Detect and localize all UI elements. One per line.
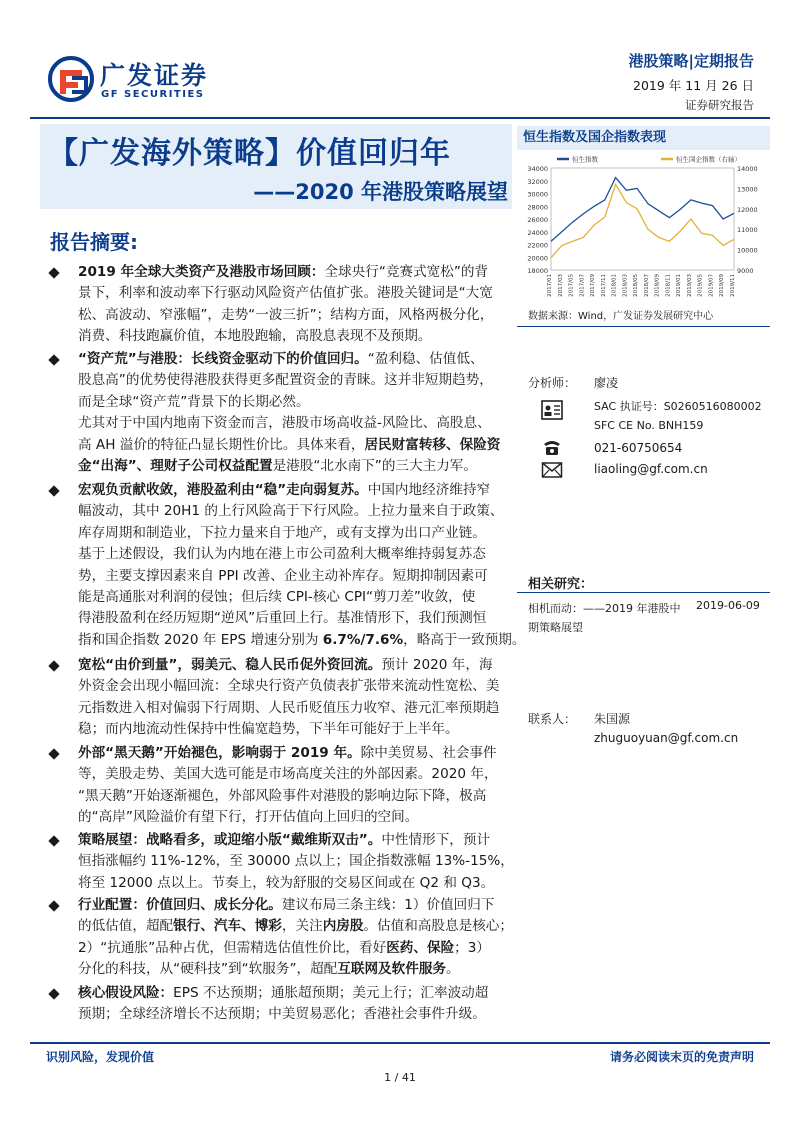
left-axis-tick-label: 30000 xyxy=(527,190,548,199)
text: 。估值和高股息是核心； xyxy=(363,918,513,935)
phone-icon xyxy=(541,437,563,457)
analyst-label: 分析师： xyxy=(528,376,577,390)
left-axis-tick-label: 24000 xyxy=(527,228,548,237)
analyst-sfc-number: SFC CE No. BNH159 xyxy=(594,419,704,432)
text: 幅波动，其中 20H1 的上行风险高于下行风险。上拉力量来自于政策、 xyxy=(78,503,504,520)
paragraph-line xyxy=(78,807,508,828)
gf-logo xyxy=(48,56,223,104)
right-axis-tick-label: 12000 xyxy=(737,205,758,214)
x-axis-tick-label: 2018/01 xyxy=(611,274,618,297)
summary-paragraph xyxy=(78,895,513,981)
x-axis-tick-label: 2017/07 xyxy=(579,274,586,297)
paragraph-line xyxy=(78,587,508,608)
bold-text: 宽松“由价到量”，弱美元、稳人民币促外资回流。 xyxy=(78,657,382,673)
id-card-icon xyxy=(541,400,563,420)
text: 的低估值，超配 xyxy=(78,918,174,935)
paragraph-line xyxy=(78,873,508,894)
contact-name: 朱国源 xyxy=(594,712,631,726)
summary-paragraph xyxy=(78,983,508,1026)
summary-paragraph xyxy=(78,655,508,741)
left-axis-tick-label: 28000 xyxy=(527,203,548,212)
bullet-icon xyxy=(48,485,59,496)
paragraph-line xyxy=(78,895,508,916)
summary-paragraph xyxy=(78,262,508,348)
header-divider xyxy=(30,117,770,119)
text: 的“高岸”风险溢价有望下行，打开估值向上回归的空间。 xyxy=(78,809,419,826)
summary-paragraph xyxy=(78,349,508,477)
logo-english-text: GF SECURITIES xyxy=(101,89,205,100)
related-research-heading: 相关研究： xyxy=(528,577,594,592)
text: 稳；而内地流动性保持中性偏宽趋势，下半年可能好于上半年。 xyxy=(78,721,459,738)
bold-text: 核心假设风险： xyxy=(78,985,174,1001)
page-number: 1 / 41 xyxy=(384,1071,416,1084)
text: 建议布局三条主线：1）价值回归下 xyxy=(281,897,495,913)
text: 能是高通胀对利润的侵蚀；但后续 CPI-核心 CPI“剪刀差”收敛，使 xyxy=(78,589,476,606)
bold-text: 策略展望：战略看多，或迎缩小版“戴维斯双击”。 xyxy=(78,832,382,848)
text: 尤其对于中国内地南下资金而言，港股市场高收益-风险比、高股息、 xyxy=(78,415,491,432)
right-axis-tick-label: 10000 xyxy=(737,246,758,255)
x-axis-tick-label: 2017/03 xyxy=(557,274,564,297)
summary-paragraph xyxy=(78,743,508,829)
analyst-name: 廖凌 xyxy=(594,376,619,390)
bold-text: 2019 年全球大类资产及港股市场回顾： xyxy=(78,264,325,280)
paragraph-line xyxy=(78,655,508,676)
bold-text: 内房股 xyxy=(322,918,364,935)
x-axis-tick-label: 2017/11 xyxy=(600,274,607,297)
paragraph-line xyxy=(78,283,508,304)
paragraph-line xyxy=(78,305,508,326)
text: 景下，利率和波动率下行驱动风险资产估值扩张。港股关键词是“大宽 xyxy=(78,285,493,302)
paragraph-line xyxy=(78,959,508,980)
related-research-divider xyxy=(517,592,770,593)
text: 等，美股走势、美国大选可能是市场高度关注的外部因素。2020 年， xyxy=(78,766,498,783)
paragraph-line xyxy=(78,851,514,872)
report-type: 港股策略|定期报告 xyxy=(628,52,754,70)
bullet-icon xyxy=(48,660,59,671)
text: 势，主要支撑因素来自 PPI 改善、企业主动补库存。短期抑制因素可 xyxy=(78,567,488,584)
text: 中性情形下，预计 xyxy=(381,832,491,848)
paragraph-line xyxy=(78,456,508,477)
paragraph-line xyxy=(78,262,508,283)
paragraph-line xyxy=(78,501,508,522)
text: “盈利稳、估值低、 xyxy=(367,351,484,367)
text: 高 AH 溢价的特征凸显长期性价比。具体来看， xyxy=(78,436,365,453)
page-subtitle: ——2020 年港股策略展望 xyxy=(253,180,508,204)
footer-divider xyxy=(30,1042,770,1044)
bold-text: 银行、汽车、博彩 xyxy=(173,918,282,935)
x-axis-tick-label: 2019/09 xyxy=(719,274,726,297)
text: 。 xyxy=(446,961,460,978)
x-axis-tick-label: 2018/07 xyxy=(643,274,650,297)
bullet-icon xyxy=(48,748,59,759)
text: “黑天鹅”开始逐渐褪色，外部风险事件对港股的影响边际下降，极高 xyxy=(78,787,487,804)
text: 预期；全球经济增长不达预期；中美贸易恶化；香港社会事件升级。 xyxy=(78,1006,486,1023)
gf-logo-mark-icon xyxy=(48,56,94,102)
footer-slogan: 识别风险，发现价值 xyxy=(46,1050,155,1064)
paragraph-line xyxy=(78,544,508,565)
bullet-icon xyxy=(48,988,59,999)
analyst-phone: 021-60750654 xyxy=(594,441,683,455)
analyst-email[interactable]: liaoling@gf.com.cn xyxy=(594,462,708,476)
contact-label: 联系人： xyxy=(528,712,577,726)
paragraph-line xyxy=(78,698,508,719)
text: 元指数进入相对偏弱下行周期、人民币贬值压力收窄、港元汇率预期趋 xyxy=(78,699,500,716)
bullet-icon xyxy=(48,267,59,278)
text: 基于上述假设，我们认为内地在港上市公司盈利大概率维持弱复苏态 xyxy=(78,546,486,563)
x-axis-tick-label: 2019/03 xyxy=(686,274,693,297)
paragraph-line xyxy=(78,786,508,807)
report-category: 证券研究报告 xyxy=(685,98,754,112)
x-axis-tick-label: 2018/09 xyxy=(654,274,661,297)
paragraph-line xyxy=(78,1004,508,1025)
paragraph-line xyxy=(78,983,508,1004)
related-research-date: 2019-06-09 xyxy=(696,599,760,612)
text: 指和国企指数 2020 年 EPS 增速分别为 xyxy=(78,631,323,648)
text: 除中美贸易、社会事件 xyxy=(360,745,497,761)
paragraph-line xyxy=(78,566,508,587)
x-axis-tick-label: 2017/05 xyxy=(568,274,575,297)
contact-email[interactable]: zhuguoyuan@gf.com.cn xyxy=(594,731,739,745)
x-axis-tick-label: 2018/11 xyxy=(665,274,672,297)
text: 将至 12000 点以上。节奏上，较为舒服的交易区间或在 Q2 和 Q3。 xyxy=(78,874,495,891)
paragraph-line xyxy=(78,413,508,434)
related-research-link[interactable]: 相机而动：——2019 年港股中期策略展望 xyxy=(528,602,681,634)
paragraph-line xyxy=(78,630,526,651)
text: 全球央行“竞赛式宽松”的背 xyxy=(324,264,489,280)
bold-text: 宏观负贡献收敛，港股盈利由“稳”走向弱复苏。 xyxy=(78,482,368,498)
paragraph-line xyxy=(78,326,508,347)
bold-text: 行业配置：价值回归、成长分化。 xyxy=(78,897,282,913)
text: 中国内地经济维持窄 xyxy=(367,482,491,498)
bullet-icon xyxy=(48,900,59,911)
report-date: 2019 年 11 月 26 日 xyxy=(633,78,754,93)
series-line-hsi xyxy=(551,178,734,242)
text: 预计 2020 年，海 xyxy=(381,657,493,673)
x-axis-tick-label: 2018/05 xyxy=(633,274,640,297)
footer-disclaimer-note: 请务必阅读末页的免责声明 xyxy=(609,1050,754,1064)
summary-paragraph xyxy=(78,480,526,651)
left-axis-tick-label: 26000 xyxy=(527,216,548,224)
text: 股息高”的优势使得港股获得更多配置资金的青睐。这并非短期趋势， xyxy=(78,372,493,389)
paragraph-line xyxy=(78,349,508,370)
paragraph-line xyxy=(78,523,508,544)
email-icon xyxy=(541,460,563,480)
x-axis-tick-label: 2019/07 xyxy=(708,274,715,297)
x-axis-tick-label: 2017/09 xyxy=(590,274,597,297)
left-axis-tick-label: 32000 xyxy=(527,177,548,186)
text: ；3） xyxy=(454,939,491,956)
paragraph-line xyxy=(78,676,508,697)
left-axis-tick-label: 22000 xyxy=(527,241,548,250)
analyst-sac-number: SAC 执证号：S0260516080002 xyxy=(594,400,762,413)
text: 得港股盈利在经历短期“逆风”后重回上行。基准情形下，我们预测恒 xyxy=(78,610,487,627)
paragraph-line xyxy=(78,480,508,501)
text: 是港股“北水南下”的三大主力军。 xyxy=(272,458,477,475)
x-axis-tick-label: 2018/03 xyxy=(622,274,629,297)
paragraph-line xyxy=(78,743,508,764)
bold-text: “资产荒”与港股：长线资金驱动下的价值回归。 xyxy=(78,351,368,367)
text: 消费、科技跑赢价值，本地股跑输，高股息表现不及预期。 xyxy=(78,328,432,345)
legend-label: 恒生国企指数（右轴） xyxy=(676,155,741,164)
bullet-icon xyxy=(48,354,59,365)
page-title: 【广发海外策略】价值回归年 xyxy=(48,136,451,171)
chart-source: 数据来源：Wind，广发证券发展研究中心 xyxy=(528,311,714,322)
x-axis-tick-label: 2019/05 xyxy=(697,274,704,297)
paragraph-line xyxy=(78,764,508,785)
legend-label: 恒生指数 xyxy=(572,155,598,164)
paragraph-line xyxy=(78,392,508,413)
chart-source-divider xyxy=(517,326,770,327)
x-axis-tick-label: 2019/01 xyxy=(676,274,683,297)
logo-chinese-text: 广发证券 xyxy=(100,61,209,90)
text: 而是全球“资产荒”背景下的长期必然。 xyxy=(78,393,310,410)
text: 分化的科技，从“硬科技”到“软服务”，超配 xyxy=(78,961,338,978)
paragraph-line xyxy=(78,435,508,456)
bold-text: 金“出海”、理财子公司权益配置 xyxy=(78,458,273,475)
right-axis-tick-label: 13000 xyxy=(737,185,758,194)
chart-title: 恒生指数及国企指数表现 xyxy=(517,126,770,150)
x-axis-tick-label: 2019/11 xyxy=(730,274,736,297)
text: ，关注 xyxy=(281,918,323,935)
paragraph-line xyxy=(78,830,508,851)
right-axis-tick-label: 14000 xyxy=(737,165,758,173)
x-axis-tick-label: 2017/01 xyxy=(547,274,553,297)
summary-heading: 报告摘要: xyxy=(50,230,138,254)
text: EPS 不达预期；通胀超预期；美元上行；汇率波动超 xyxy=(173,985,489,1001)
bold-text: 6.7%/7.6% xyxy=(322,631,404,648)
text: 库存周期和制造业，下拉力量来自于地产，或有支撑为出口产业链。 xyxy=(78,524,486,541)
paragraph-line xyxy=(78,719,508,740)
bold-text: 外部“黑天鹅”开始褪色，影响弱于 2019 年。 xyxy=(78,745,361,761)
bold-text: 居民财富转移、保险资 xyxy=(364,436,501,453)
text: 松、高波动、窄涨幅”，走势“一波三折”；结构方面，风格两极分化， xyxy=(78,306,494,323)
paragraph-line xyxy=(78,938,508,959)
left-axis-tick-label: 34000 xyxy=(527,165,548,173)
index-performance-chart xyxy=(517,152,770,302)
summary-paragraph xyxy=(78,830,514,894)
right-axis-tick-label: 9000 xyxy=(737,267,754,275)
left-axis-tick-label: 20000 xyxy=(527,254,548,263)
text: ，略高于一致预期。 xyxy=(403,631,526,648)
left-axis-tick-label: 18000 xyxy=(527,267,548,275)
paragraph-line xyxy=(78,370,508,391)
bold-text: 互联网及软件服务 xyxy=(337,961,447,978)
paragraph-line xyxy=(78,916,513,937)
bullet-icon xyxy=(48,835,59,846)
right-axis-tick-label: 11000 xyxy=(737,226,758,235)
text: 外资金会出现小幅回流：全球央行资产负债表扩张带来流动性宽松、美 xyxy=(78,678,500,695)
bold-text: 医药、保险 xyxy=(386,939,455,956)
text: 恒指涨幅约 11%-12%，至 30000 点以上；国企指数涨幅 13%-15%， xyxy=(78,853,514,870)
text: 2）“抗通胀”品种占优，但需精选估值性价比，看好 xyxy=(78,939,387,956)
paragraph-line xyxy=(78,608,508,629)
